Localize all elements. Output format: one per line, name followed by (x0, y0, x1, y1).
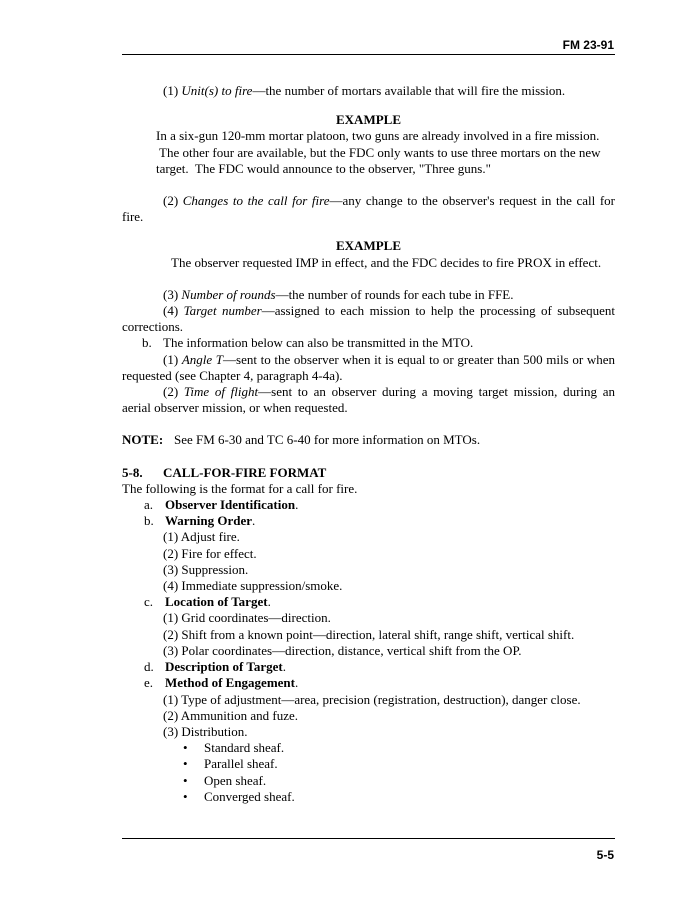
bullet-icon: • (183, 756, 188, 772)
bullet-item (122, 789, 615, 805)
item-text: —sent to the observer when it is equal to or greater than 500 mils or when requested (see Chapter 4, paragraph 4-4a). (122, 351, 615, 383)
bullet-item (122, 773, 615, 789)
format-title: Description of Target (165, 659, 283, 675)
format-subitem: (2) Ammunition and fuze. (163, 707, 299, 723)
format-suffix: . (295, 497, 299, 513)
item-unit-to-fire (122, 83, 615, 99)
format-subitem: (1) Grid coordinates—direction. (163, 610, 331, 626)
item-term: Target number (183, 303, 262, 319)
item-term: Angle T (181, 351, 224, 367)
item-number: (3) (163, 286, 182, 302)
header-rule (122, 54, 615, 55)
item-text: —sent to an observer during a moving target mission, during an aerial observer mission, or when requested. (122, 384, 615, 416)
format-suffix: . (282, 659, 286, 675)
bullet-icon: • (183, 740, 188, 756)
example-title: EXAMPLE (336, 112, 401, 128)
bullet-text: Parallel sheaf. (204, 756, 278, 772)
note-text: See FM 6-30 and TC 6-40 for more information on MTOs. (174, 432, 481, 448)
note-label: NOTE: (122, 432, 164, 448)
format-label: e. (144, 675, 154, 691)
format-subitem: (3) Distribution. (163, 723, 248, 739)
page-number: 5-5 (596, 848, 614, 862)
section-title: CALL-FOR-FIRE FORMAT (163, 464, 327, 480)
bullet-item (122, 740, 615, 756)
item-text: —the number of mortars available that will fire the mission. (252, 83, 566, 98)
format-suffix: . (252, 513, 256, 529)
example-line: The observer requested IMP in effect, and the FDC decides to fire PROX in effect. (171, 254, 602, 270)
item-time-of-flight (122, 384, 615, 416)
format-item-c (122, 594, 615, 610)
section-heading (122, 465, 615, 481)
format-title: Location of Target (165, 594, 268, 610)
bullet-item (122, 756, 615, 772)
item-number: (2) (163, 384, 184, 400)
example-line: target. The FDC would announce to the observer, "Three guns." (156, 160, 491, 176)
format-label: b. (144, 513, 154, 529)
format-label: c. (144, 594, 154, 610)
format-item-a (122, 497, 615, 513)
item-changes-to-call (122, 193, 615, 225)
item-number: (4) (163, 303, 184, 319)
format-item-d (122, 659, 615, 675)
item-text: —any change to the observer's request in the call for fire. (122, 193, 615, 225)
format-subitem: (2) Shift from a known point—direction, lateral shift, range shift, vertical shift. (163, 626, 575, 642)
item-target-number (122, 303, 615, 335)
item-number: (2) (163, 193, 183, 209)
item-text: —assigned to each mission to help the processing of subsequent corrections. (122, 303, 615, 335)
example-title: EXAMPLE (336, 238, 401, 254)
item-number: (1) (163, 351, 182, 367)
format-title: Warning Order (165, 513, 253, 529)
format-suffix: . (267, 594, 271, 610)
item-term: Changes to the call for fire (182, 193, 330, 209)
section-intro: The following is the format for a call for fire. (122, 480, 358, 496)
bullet-text: Converged sheaf. (204, 788, 295, 804)
format-item-b (122, 513, 615, 529)
item-term: Time of flight (183, 384, 259, 400)
item-text: —the number of rounds for each tube in FFE. (275, 286, 514, 302)
document-id-header: FM 23-91 (562, 38, 614, 52)
format-label: d. (144, 659, 154, 675)
item-term: Unit(s) to fire (181, 83, 253, 98)
format-subitem: (1) Adjust fire. (163, 529, 240, 545)
format-title: Method of Engagement (165, 675, 295, 691)
item-number: (1) (163, 83, 182, 98)
note (122, 432, 615, 448)
section-number: 5-8. (122, 464, 143, 480)
format-subitem: (1) Type of adjustment—area, precision (registration, destruction), danger close. (163, 691, 581, 707)
paragraph-label: b. (142, 335, 152, 351)
format-subitem: (2) Fire for effect. (163, 545, 257, 561)
page-body (122, 83, 615, 805)
bullet-icon: • (183, 772, 188, 788)
paragraph-b (122, 335, 615, 351)
bullet-icon: • (183, 788, 188, 804)
format-subitem: (3) Polar coordinates—direction, distance, vertical shift from the OP. (163, 642, 522, 658)
format-label: a. (144, 497, 154, 513)
footer-rule (122, 838, 615, 839)
example-line: In a six-gun 120-mm mortar platoon, two guns are already involved in a fire mission. (156, 128, 600, 144)
format-title: Observer Identification (165, 497, 296, 513)
format-suffix: . (295, 675, 299, 691)
format-subitem: (3) Suppression. (163, 561, 249, 577)
item-term: Number of rounds (181, 286, 276, 302)
paragraph-text: The information below can also be transmitted in the MTO. (163, 335, 474, 351)
format-item-e (122, 675, 615, 691)
example-line: The other four are available, but the FDC only wants to use three mortars on the new (156, 144, 601, 160)
item-angle-t (122, 352, 615, 384)
bullet-text: Open sheaf. (204, 772, 267, 788)
format-subitem: (4) Immediate suppression/smoke. (163, 578, 343, 594)
bullet-text: Standard sheaf. (204, 740, 285, 756)
item-number-of-rounds (122, 287, 615, 303)
